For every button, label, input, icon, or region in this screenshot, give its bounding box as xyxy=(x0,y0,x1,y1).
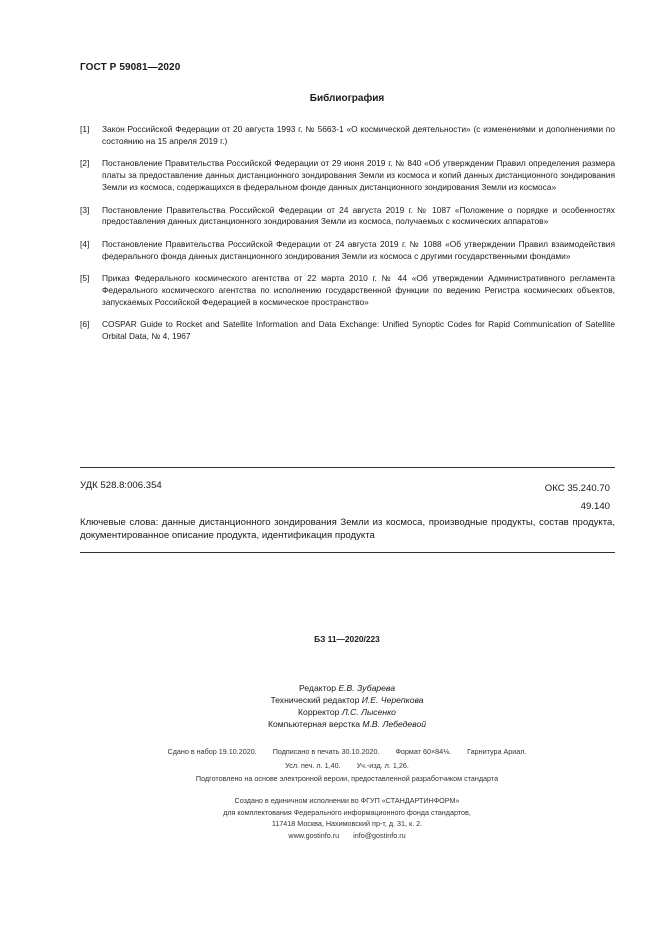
publisher-line: Создано в единичном исполнении во ФГУП «СТАНДАРТИНФОРМ» xyxy=(234,796,460,805)
publisher-email-link[interactable]: info@gostinfo.ru xyxy=(353,830,406,840)
bibliography-item-text: COSPAR Guide to Rocket and Satellite Information and Data Exchange: Unified Synoptic Codes for Rapid Communication of Satellite Orbital Data, № 4, 1967 xyxy=(102,319,615,342)
credit-name: М.В. Лебедевой xyxy=(362,719,427,729)
credit-name: Л.С. Лысенко xyxy=(341,707,396,717)
credit-role: Компьютерная верстка xyxy=(267,719,360,729)
bz-number: БЗ 11—2020/223 xyxy=(314,634,380,644)
bibliography-item-number: [2] xyxy=(80,158,90,169)
oks-codes xyxy=(545,480,610,515)
bibliography-item-text: Приказ Федерального космического агентства от 22 марта 2010 г. № 44 «Об утверждении Административного регламента Федерального космического агентства по исполнению государственной функции по ведению Регистра космических объектов, запускаемых Российской Федерацией в космическое пространство» xyxy=(102,273,615,307)
credit-line xyxy=(80,706,614,718)
bibliography-item-number: [5] xyxy=(80,273,90,284)
publisher-contacts xyxy=(80,830,614,842)
credit-name: Е.В. Зубарева xyxy=(338,683,396,693)
oks-code-secondary: 49.140 xyxy=(580,500,610,512)
credit-line xyxy=(80,694,614,706)
bibliography-item-text: Закон Российской Федерации от 20 августа 1993 г. № 5663-1 «О космической деятельности» (с изменениями и дополнениями по состоянию на 15 апреля 2019 г.) xyxy=(102,124,615,146)
keywords: Ключевые слова: данные дистанционного зондирования Земли из космоса, производные продукты, состав продукта, документированное описание продукта, идентификация продукта xyxy=(80,517,615,541)
prepared-note: Подготовлено на основе электронной версии, предоставленной разработчиком стандарта xyxy=(195,774,499,783)
credit-role: Редактор xyxy=(298,683,336,693)
standard-designation: ГОСТ Р 59081—2020 xyxy=(80,62,181,73)
bibliography-item-number: [3] xyxy=(80,204,90,215)
credit-role: Корректор xyxy=(298,707,340,717)
oks-code-primary: ОКС 35.240.70 xyxy=(544,483,610,494)
publisher-info xyxy=(80,795,614,841)
bibliography-item-text: Постановление Правительства Российской Федерации от 29 июня 2019 г. № 840 «Об утверждении Правил определения размера платы за предоставление данных дистанционного зондирования Земли из космоса и копий данных дистанционного зондирования Земли из космоса, содержащихся в федеральном фонде данных дистанционного зондирования Земли из космоса» xyxy=(102,158,615,193)
bibliography-item-number: [6] xyxy=(80,319,90,330)
divider-top xyxy=(80,467,615,468)
bibliography-item-text: Постановление Правительства Российской Федерации от 24 августа 2019 г. № 1087 «Положение о порядке и особенностях предоставления данных дистанционного зондирования Земли из космоса, получаемых с космических аппаратов» xyxy=(102,204,615,227)
print-detail: Гарнитура Ариал. xyxy=(467,747,527,756)
divider-bottom xyxy=(80,552,615,553)
bibliography-item xyxy=(80,205,615,229)
credit-line xyxy=(80,682,614,694)
bibliography-item-number: [4] xyxy=(80,238,90,249)
print-details-row xyxy=(80,745,614,759)
udk-code: УДК 528.8:006.354 xyxy=(80,480,162,491)
bibliography-item-text: Постановление Правительства Российской Федерации от 24 августа 2019 г. № 1088 «Об утверждении Правил взаимодействия федерального фонда данных дистанционного зондирования Земли из космоса с другими государственными фондами» xyxy=(102,238,615,261)
publisher-website-link[interactable]: www.gostinfo.ru xyxy=(288,830,340,840)
credit-role: Технический редактор xyxy=(270,695,360,705)
bibliography-list xyxy=(80,124,615,354)
print-detail: Уч.-изд. л. 1,26. xyxy=(356,761,409,770)
bibliography-item xyxy=(80,319,615,343)
credit-name: И.Е. Черепкова xyxy=(361,695,424,705)
print-details xyxy=(80,745,614,773)
bibliography-item xyxy=(80,239,615,263)
bibliography-item xyxy=(80,273,615,309)
publisher-line: для комплектования Федерального информационного фонда стандартов, xyxy=(223,807,471,817)
print-detail: Усл. печ. л. 1,40. xyxy=(285,761,341,770)
bibliography-item xyxy=(80,124,615,148)
print-detail: Формат 60×84⅛. xyxy=(395,747,452,756)
print-detail: Сдано в набор 19.10.2020. xyxy=(167,747,257,756)
print-details-row xyxy=(80,759,614,773)
publisher-address: 117418 Москва, Нахимовский пр-т, д. 31, к. 2. xyxy=(271,819,423,828)
credit-line xyxy=(80,718,614,730)
editorial-credits xyxy=(80,682,614,730)
print-detail: Подписано в печать 30.10.2020. xyxy=(272,747,380,756)
bibliography-title: Библиография xyxy=(309,93,385,104)
bibliography-item-number: [1] xyxy=(80,124,90,134)
bibliography-item xyxy=(80,158,615,194)
